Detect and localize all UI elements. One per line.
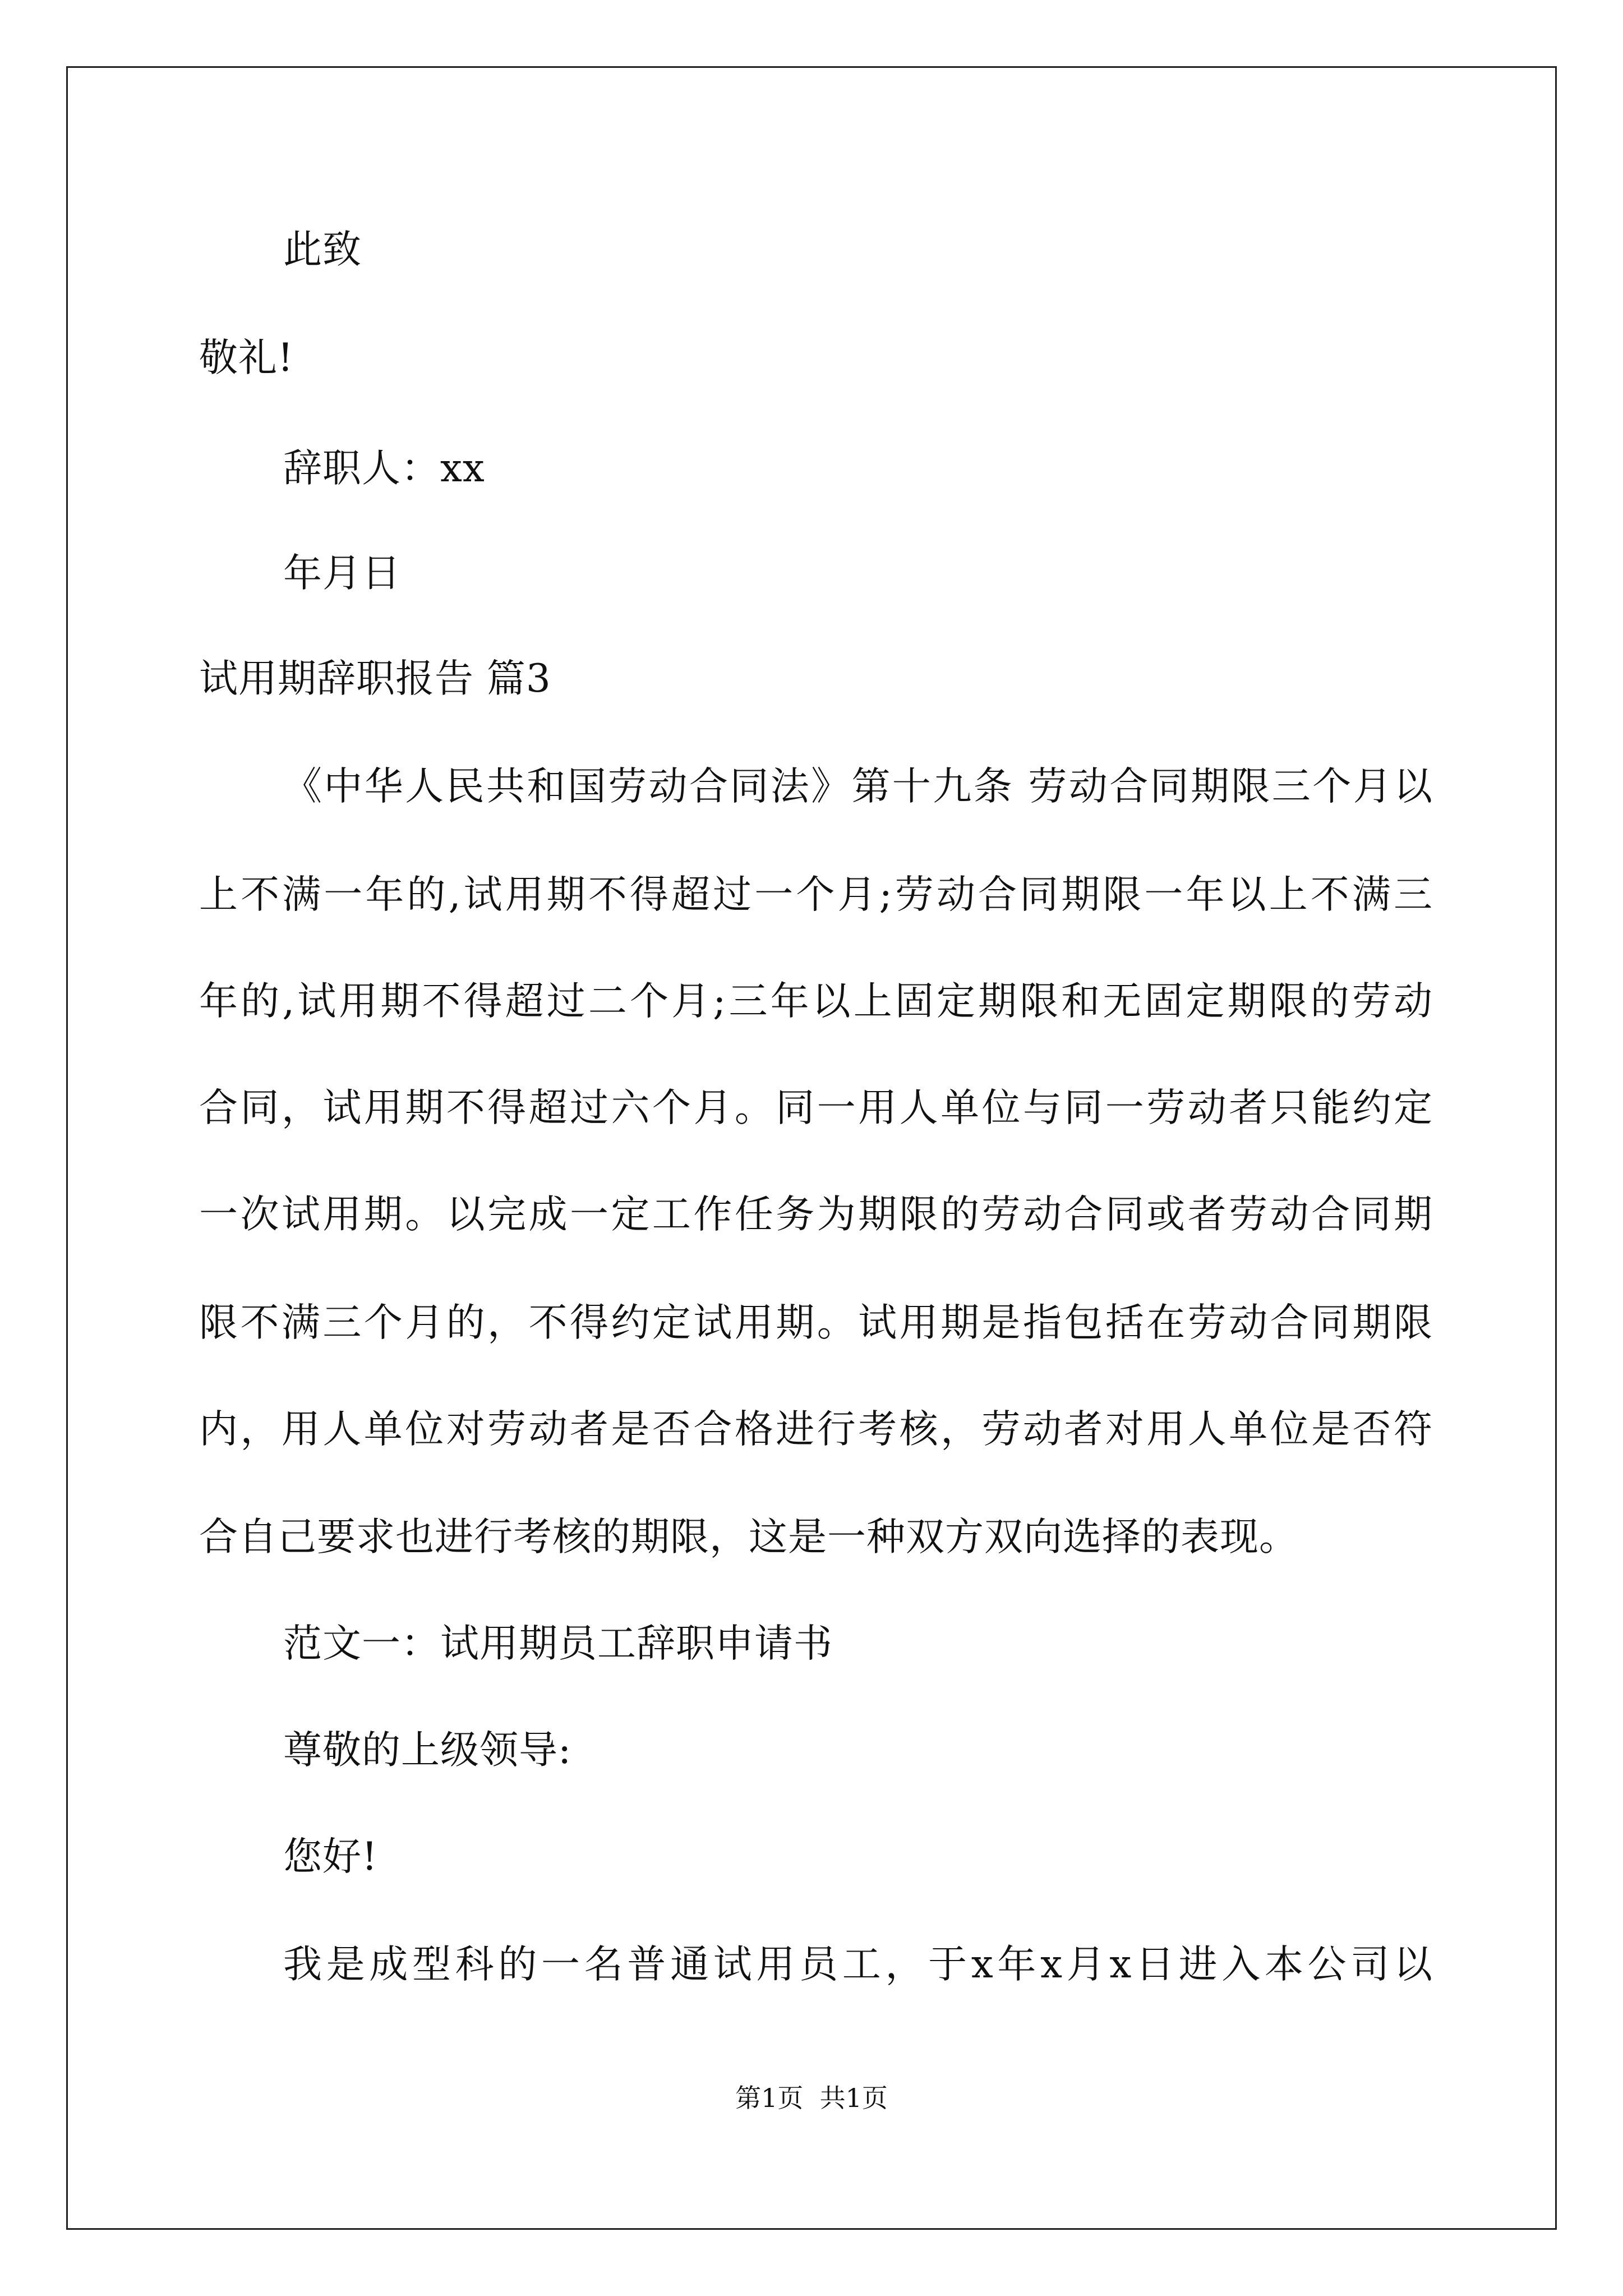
sample-title: 范文一：试用期员工辞职申请书	[283, 1621, 833, 1666]
date-text: 年月日	[283, 551, 401, 596]
paragraph-line: 内，用人单位对劳动者是否合格进行考核，劳动者对用人单位是否符	[199, 1407, 1433, 1452]
paragraph-line: 年的,试用期不得超过二个月;三年以上固定期限和无固定期限的劳动	[199, 979, 1433, 1024]
paragraph-line: 合自己要求也进行考核的期限，这是一种双方双向选择的表现。	[199, 1515, 1298, 1559]
page-footer: 第1页 共1页	[735, 2083, 888, 2113]
salutation-text: 此致	[283, 227, 362, 272]
section-title: 试用期辞职报告 篇3	[199, 656, 551, 701]
paragraph-line: 一次试用期。以完成一定工作任务为期限的劳动合同或者劳动合同期	[199, 1192, 1433, 1237]
paragraph-line: 限不满三个月的，不得约定试用期。试用期是指包括在劳动合同期限	[199, 1300, 1433, 1345]
greeting-text: 尊敬的上级领导:	[283, 1728, 572, 1773]
signatory-text: 辞职人：xx	[283, 446, 485, 491]
paragraph-line: 《中华人民共和国劳动合同法》第十九条 劳动合同期限三个月以	[283, 764, 1433, 809]
regards-text: 敬礼!	[199, 335, 294, 380]
intro-text: 我是成型科的一名普通试用员工，于x年x月x日进入本公司以	[283, 1942, 1433, 1987]
page-border	[66, 66, 1557, 2230]
hello-text: 您好!	[283, 1834, 378, 1879]
paragraph-line: 上不满一年的,试用期不得超过一个月;劳动合同期限一年以上不满三	[199, 872, 1433, 917]
paragraph-line: 合同，试用期不得超过六个月。同一用人单位与同一劳动者只能约定	[199, 1085, 1433, 1130]
